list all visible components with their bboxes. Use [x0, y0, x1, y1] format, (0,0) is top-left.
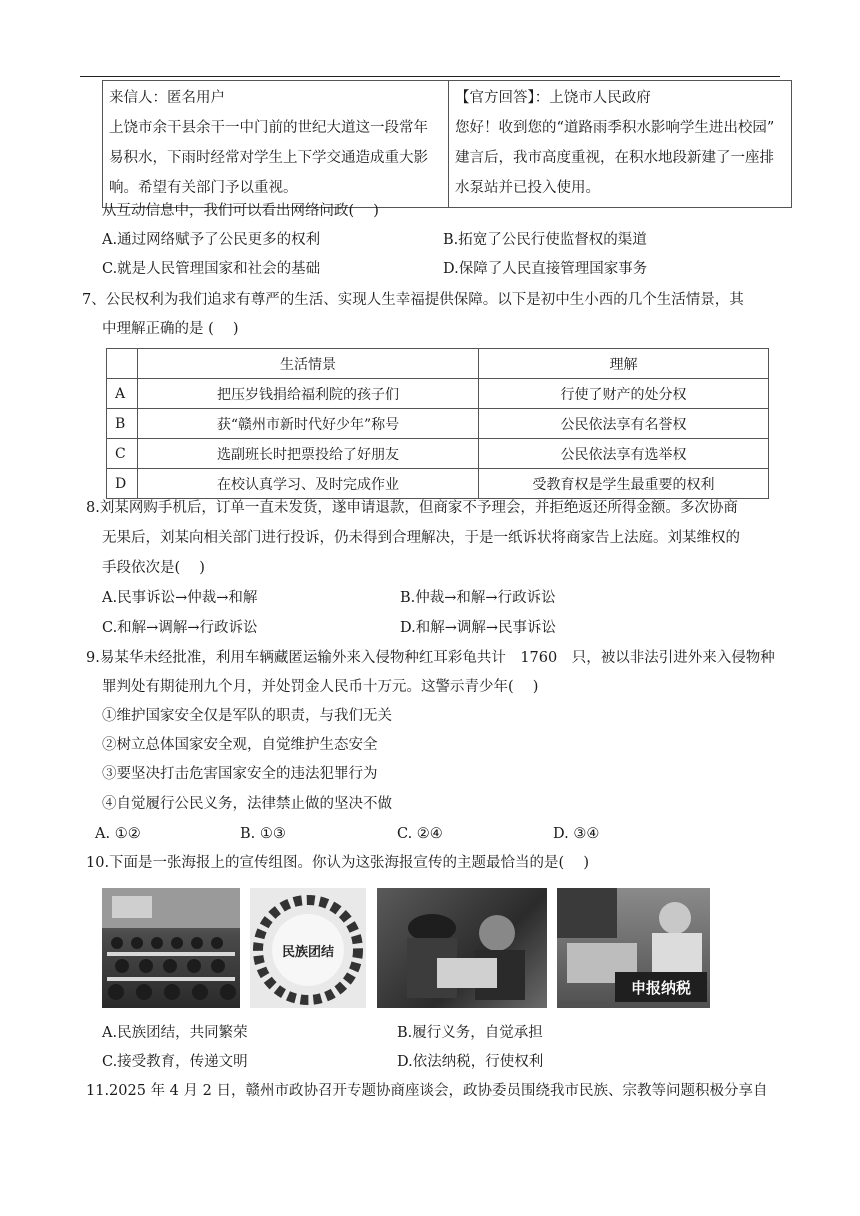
q7-row-key: A: [107, 379, 138, 409]
q9-option-c: C. ②④: [397, 826, 443, 842]
q7-row-scene: 把压岁钱捐给福利院的孩子们: [138, 379, 479, 409]
ethnic-unity-text: 民族团结: [281, 945, 335, 960]
reply-cell: [449, 81, 792, 208]
q9-item: ③要坚决打击危害国家安全的违法犯罪行为: [102, 766, 378, 782]
q6-stem: 从互动信息中，我们可以看出网络问政( ): [102, 203, 379, 219]
police-students-image: [377, 888, 547, 1008]
q8-stem-line: 手段依次是( ): [102, 560, 205, 576]
q9-option-d: D. ③④: [553, 826, 600, 842]
q9-stem-line: 罪判处有期徒刑九个月，并处罚金人民币十万元。这警示青少年( ): [102, 679, 539, 695]
q7-stem-line: 中理解正确的是 ( ): [102, 321, 239, 337]
reply-text-line: 您好！收到您的“道路雨季积水影响学生进出校园”: [455, 120, 775, 136]
police-students-photo: [377, 888, 547, 1008]
q11-stem: 11.2025 年 4 月 2 日，赣州市政协召开专题协商座谈会，政协委员围绕我市民族、宗教等问题积极分享自: [86, 1083, 768, 1099]
q7-row-scene: 获“赣州市新时代好少年”称号: [138, 409, 479, 439]
q9-item: ④自觉履行公民义务，法律禁止做的坚决不做: [102, 796, 392, 812]
table-row: [107, 469, 769, 499]
q8-stem-line: 8.刘某网购手机后，订单一直未发货，遂申请退款，但商家不予理会，并拒绝返还所得金额。多次协商: [86, 500, 738, 516]
tax-sign-text: 申报纳税: [630, 979, 692, 997]
reply-text-line: 水泵站并已投入使用。: [455, 180, 600, 196]
q7-row-key: B: [107, 409, 138, 439]
petition-text-line: 易积水，下雨时经常对学生上下学交通造成重大影: [109, 150, 428, 166]
table-row: [107, 409, 769, 439]
q8-option-d: D.和解→调解→民事诉讼: [400, 620, 557, 636]
q9-option-b: B. ①③: [240, 826, 286, 842]
q10-option-d: D.依法纳税，行使权利: [397, 1054, 544, 1070]
ethnic-unity-photo: [250, 888, 366, 1008]
q10-option-a: A.民族团结，共同繁荣: [102, 1025, 248, 1041]
tax-office-image: [557, 888, 710, 1008]
q7-row-scene: 在校认真学习、及时完成作业: [138, 469, 479, 499]
q8-option-c: C.和解→调解→行政诉讼: [102, 620, 258, 636]
q7-table: [106, 348, 769, 499]
q7-stem-line: 7、公民权利为我们追求有尊严的生活、实现人生幸福提供保障。以下是初中生小西的几个生活情景，其: [82, 292, 744, 308]
reply-text-line: 建言后，我市高度重视，在积水地段新建了一座排: [455, 150, 774, 166]
ethnic-unity-image: [250, 888, 366, 1008]
reply-sender: 【官方回答】：上饶市人民政府: [455, 90, 651, 106]
classroom-photo: [102, 888, 240, 1008]
q9-option-a: A. ①②: [95, 826, 141, 842]
q7-table-header: [107, 349, 769, 379]
q7-row-key: D: [107, 469, 138, 499]
classroom-image: [102, 888, 240, 1008]
petition-text-line: 响。希望有关部门予以重视。: [109, 180, 298, 196]
q10-option-c: C.接受教育，传递文明: [102, 1054, 248, 1070]
q7-header-scene: 生活情景: [138, 349, 479, 379]
table-row: [107, 379, 769, 409]
q7-row-meaning: 公民依法享有选举权: [479, 439, 769, 469]
header-rule: [80, 76, 780, 77]
q8-stem-line: 无果后，刘某向相关部门进行投诉，仍未得到合理解决，于是一纸诉状将商家告上法庭。刘某维权的: [102, 530, 740, 546]
petition-text-line: 上饶市余干县余干一中门前的世纪大道这一段常年: [109, 120, 428, 136]
q9-stem-line: 9.易某华未经批准，利用车辆藏匿运输外来入侵物种红耳彩龟共计 1760 只，被以非法引进外来入侵物种: [86, 650, 775, 666]
q7-header-meaning: 理解: [479, 349, 769, 379]
q7-row-key: C: [107, 439, 138, 469]
q9-item: ②树立总体国家安全观，自觉维护生态安全: [102, 737, 378, 753]
q7-row-meaning: 行使了财产的处分权: [479, 379, 769, 409]
q7-row-meaning: 受教育权是学生最重要的权利: [479, 469, 769, 499]
q9-item: ①维护国家安全仅是军队的职责，与我们无关: [102, 708, 392, 724]
petition-cell: [103, 81, 449, 208]
q6-option-d: D.保障了人民直接管理国家事务: [443, 261, 648, 277]
q10-stem: 10.下面是一张海报上的宣传组图。你认为这张海报宣传的主题最恰当的是( ): [86, 855, 589, 871]
tax-office-photo: [557, 888, 710, 1008]
q6-option-a: A.通过网络赋予了公民更多的权利: [102, 232, 321, 248]
petition-table: [102, 80, 792, 208]
q7-row-scene: 选副班长时把票投给了好朋友: [138, 439, 479, 469]
q6-option-c: C.就是人民管理国家和社会的基础: [102, 261, 321, 277]
petition-sender: 来信人：匿名用户: [109, 90, 225, 106]
q10-option-b: B.履行义务，自觉承担: [397, 1025, 543, 1041]
q8-option-a: A.民事诉讼→仲裁→和解: [102, 590, 258, 606]
q8-option-b: B.仲裁→和解→行政诉讼: [400, 590, 556, 606]
q7-row-meaning: 公民依法享有名誉权: [479, 409, 769, 439]
q6-option-b: B.拓宽了公民行使监督权的渠道: [443, 232, 647, 248]
table-row: [107, 439, 769, 469]
